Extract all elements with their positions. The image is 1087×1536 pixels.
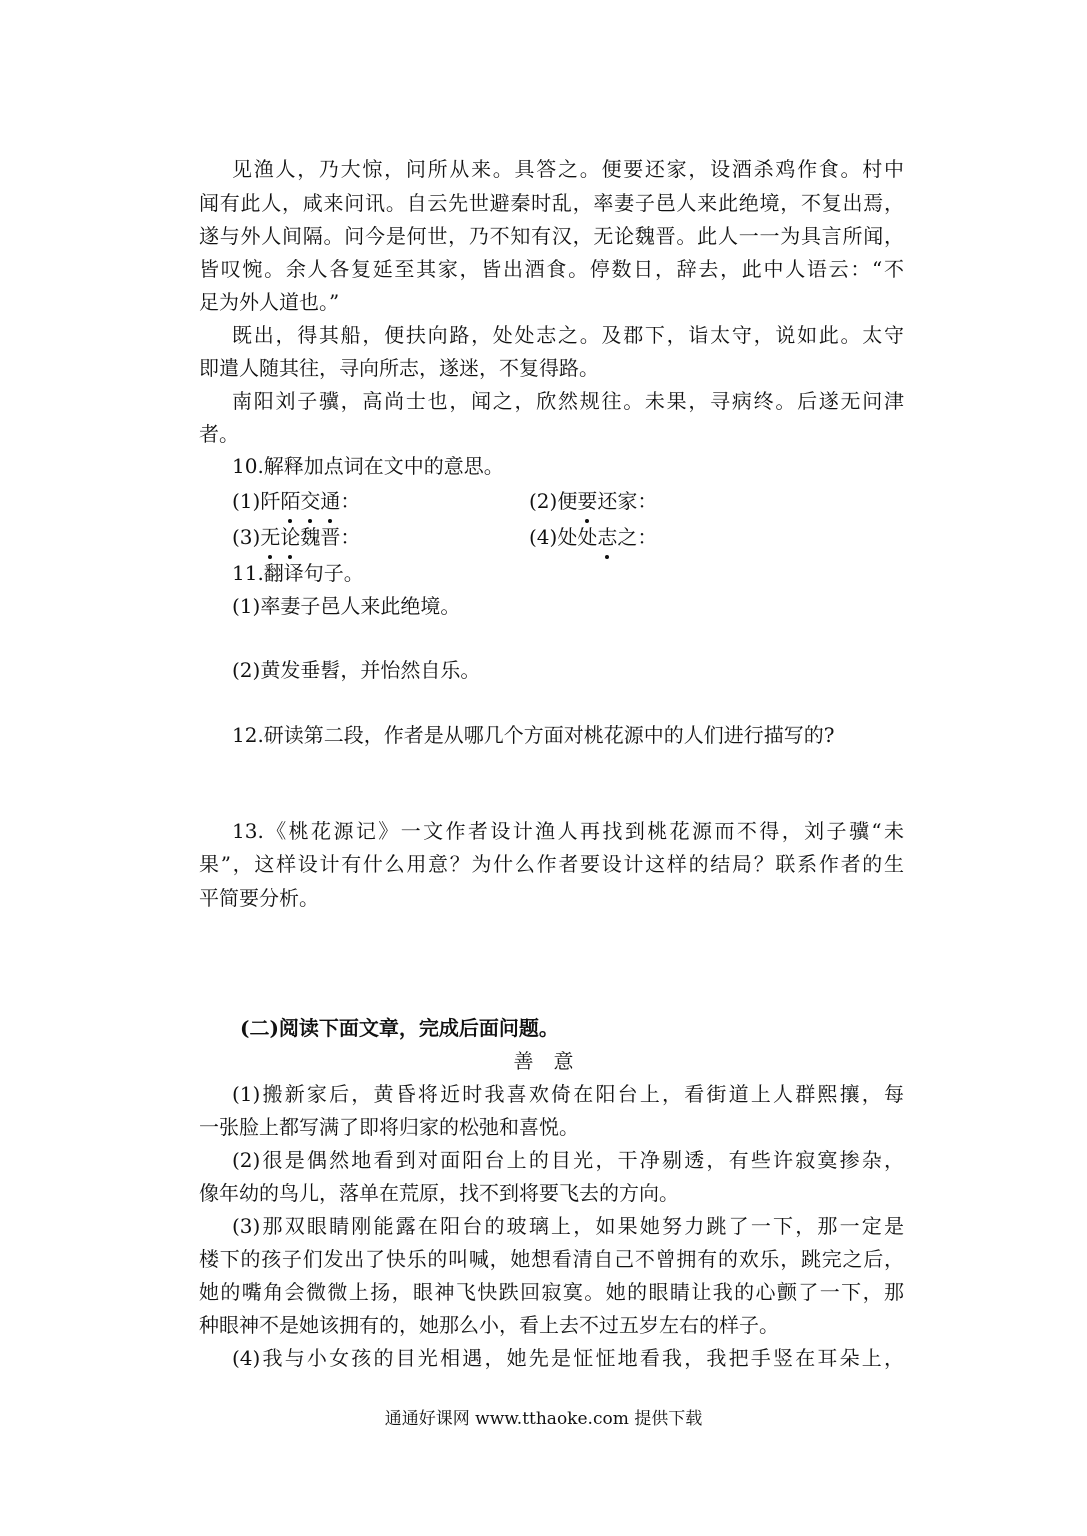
question-10-4 xyxy=(529,520,889,554)
article-line: 她的嘴角会微微上扬，眼神飞快跌回寂寞。她的眼睛让我的心颤了一下，那 xyxy=(199,1280,904,1304)
question-11: 11.翻译句子。 xyxy=(232,561,364,585)
item-suffix: 魏晋： xyxy=(300,525,361,549)
article-line: (1)搬新家后，黄昏将近时我喜欢倚在阳台上，看街道上人群熙攘，每 xyxy=(232,1082,904,1106)
passage1-line: 者。 xyxy=(199,422,239,446)
article-line: (3)那双眼睛刚能露在阳台的玻璃上，如果她努力跳了一下，那一定是 xyxy=(232,1214,904,1238)
dotted-char: 通 xyxy=(320,484,340,518)
article-title: 善 意 xyxy=(513,1049,574,1073)
article-line: (4)我与小女孩的目光相遇，她先是怔怔地看我，我把手竖在耳朵上， xyxy=(232,1346,904,1370)
dotted-char: 论 xyxy=(280,520,300,554)
article-line: 像年幼的鸟儿，落单在荒原，找不到将要飞去的方向。 xyxy=(199,1181,679,1205)
article-line: 楼下的孩子们发出了快乐的叫喊，她想看清自己不曾拥有的欢乐，跳完之后， xyxy=(199,1247,904,1271)
dotted-char: 要 xyxy=(577,484,597,518)
item-prefix: (3) xyxy=(232,525,261,549)
question-13-line: 果”，这样设计有什么用意？为什么作者要设计这样的结局？联系作者的生 xyxy=(199,852,904,876)
page-footer: 通通好课网 www.tthaoke.com 提供下载 xyxy=(384,1409,703,1429)
question-11-1: (1)率妻子邑人来此绝境。 xyxy=(232,594,461,618)
item-prefix: (2)便 xyxy=(529,489,578,513)
dotted-char: 无 xyxy=(260,520,280,554)
question-10-2 xyxy=(529,484,889,518)
question-11-2: (2)黄发垂髫，并怡然自乐。 xyxy=(232,658,481,682)
passage1-line: 皆叹惋。余人各复延至其家，皆出酒食。停数日，辞去，此中人语云：“不 xyxy=(199,257,904,281)
question-12: 12.研读第二段，作者是从哪几个方面对桃花源中的人们进行描写的? xyxy=(232,723,835,747)
passage1-line: 见渔人，乃大惊，问所从来。具答之。便要还家，设酒杀鸡作食。村中 xyxy=(232,157,904,181)
passage1-line: 既出，得其船，便扶向路，处处志之。及郡下，诣太守，说如此。太守 xyxy=(232,323,904,347)
section-2-heading: (二)阅读下面文章，完成后面问题。 xyxy=(240,1016,559,1040)
item-suffix: ： xyxy=(340,489,361,513)
dotted-char: 交 xyxy=(300,484,320,518)
dotted-char: 阡 xyxy=(260,489,281,513)
item-suffix: 之： xyxy=(617,525,658,549)
article-line: (2)很是偶然地看到对面阳台上的目光，干净剔透，有些许寂寞掺杂， xyxy=(232,1148,904,1172)
item-prefix: (1) xyxy=(232,489,261,513)
article-line: 种眼神不是她该拥有的，她那么小，看上去不过五岁左右的样子。 xyxy=(199,1313,779,1337)
passage1-line: 足为外人道也。” xyxy=(199,290,340,314)
dotted-char: 陌 xyxy=(280,484,300,518)
passage1-line: 闻有此人，咸来问讯。自云先世避秦时乱，率妻子邑人来此绝境，不复出焉， xyxy=(199,191,904,215)
item-suffix: 还家： xyxy=(597,489,658,513)
item-prefix: (4)处处 xyxy=(529,525,598,549)
dotted-char: 志 xyxy=(597,520,617,554)
passage1-line: 南阳刘子骥，高尚士也，闻之，欣然规往。未果，寻病终。后遂无问津 xyxy=(232,389,904,413)
passage1-line: 即遣人随其往，寻向所志，遂迷，不复得路。 xyxy=(199,356,599,380)
question-10: 10.解释加点词在文中的意思。 xyxy=(232,454,504,478)
question-13-line: 平简要分析。 xyxy=(199,886,319,910)
question-13-line: 13.《桃花源记》一文作者设计渔人再找到桃花源而不得，刘子骥“未 xyxy=(232,819,904,843)
article-line: 一张脸上都写满了即将归家的松弛和喜悦。 xyxy=(199,1115,579,1139)
passage1-line: 遂与外人间隔。问今是何世，乃不知有汉，无论魏晋。此人一一为具言所闻， xyxy=(199,224,904,248)
